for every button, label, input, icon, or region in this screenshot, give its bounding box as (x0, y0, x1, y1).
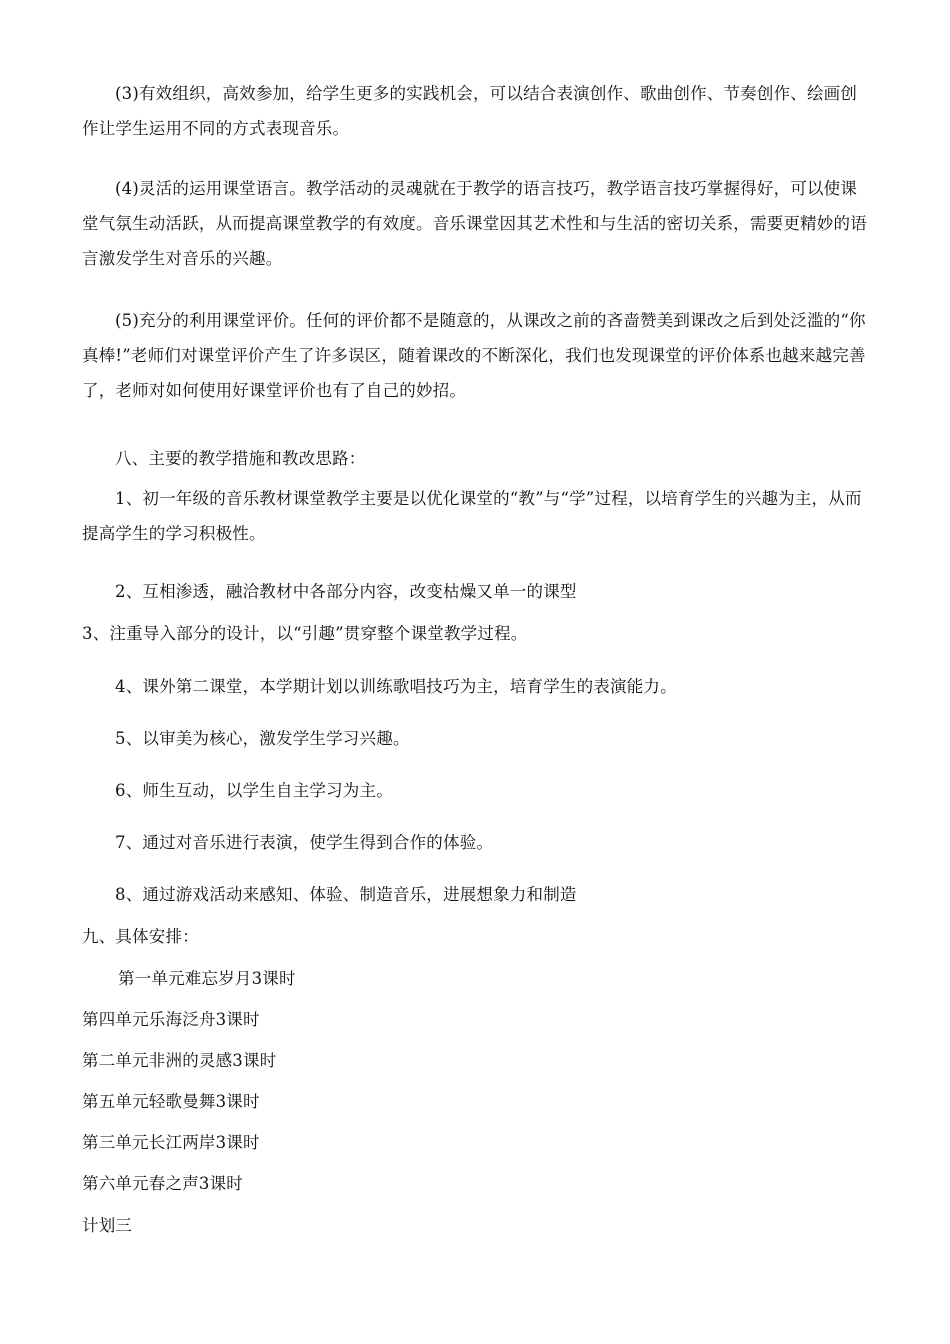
measure-item-7: 7、通过对音乐进行表演，使学生得到合作的体验。 (115, 833, 494, 852)
section-heading-nine: 九、具体安排： (82, 927, 199, 946)
schedule-unit-2: 第二单元非洲的灵感3课时 (82, 1051, 277, 1070)
paragraph-classroom-evaluation: (5)充分的利用课堂评价。任何的评价都不是随意的，从课改之前的吝啬赞美到课改之后到处泛滥的“你真棒!”老师们对课堂评价产生了许多误区，随着课改的不断深化，我们也发现课堂的评价体系也越来越完善了，老师对如何使用好课堂评价也有了自己的妙招。 (82, 311, 866, 400)
plan-three-heading: 计划三 (82, 1216, 133, 1235)
measure-item-1: 1、初一年级的音乐教材课堂教学主要是以优化课堂的“教”与“学”过程，以培育学生的兴趣为主，从而提高学生的学习积极性。 (82, 489, 862, 543)
measure-item-3: 3、注重导入部分的设计，以“引趣”贯穿整个课堂教学过程。 (82, 624, 528, 643)
section-heading-eight: 八、主要的教学措施和教改思路： (115, 449, 366, 468)
paragraph-effective-organization: (3)有效组织，高效参加，给学生更多的实践机会，可以结合表演创作、歌曲创作、节奏创作、绘画创作让学生运用不同的方式表现音乐。 (82, 84, 858, 138)
schedule-unit-6: 第六单元春之声3课时 (82, 1174, 243, 1193)
schedule-unit-1: 第一单元难忘岁月3课时 (118, 969, 296, 988)
measure-item-8: 8、通过游戏活动来感知、体验、制造音乐，进展想象力和制造 (115, 885, 577, 904)
schedule-unit-3: 第三单元长江两岸3课时 (82, 1133, 260, 1152)
measure-item-6: 6、师生互动，以学生自主学习为主。 (115, 781, 393, 800)
paragraph-classroom-language: (4)灵活的运用课堂语言。教学活动的灵魂就在于教学的语言技巧，教学语言技巧掌握得好，可以使课堂气氛生动活跃，从而提高课堂教学的有效度。音乐课堂因其艺术性和与生活的密切关系，需要更精妙的语言激发学生对音乐的兴趣。 (82, 179, 867, 268)
measure-item-2: 2、互相渗透，融洽教材中各部分内容，改变枯燥又单一的课型 (115, 582, 577, 601)
measure-item-5: 5、以审美为核心，激发学生学习兴趣。 (115, 729, 410, 748)
schedule-unit-5: 第五单元轻歌曼舞3课时 (82, 1092, 260, 1111)
measure-item-4: 4、课外第二课堂，本学期计划以训练歌唱技巧为主，培育学生的表演能力。 (115, 677, 677, 696)
schedule-unit-4: 第四单元乐海泛舟3课时 (82, 1010, 260, 1029)
